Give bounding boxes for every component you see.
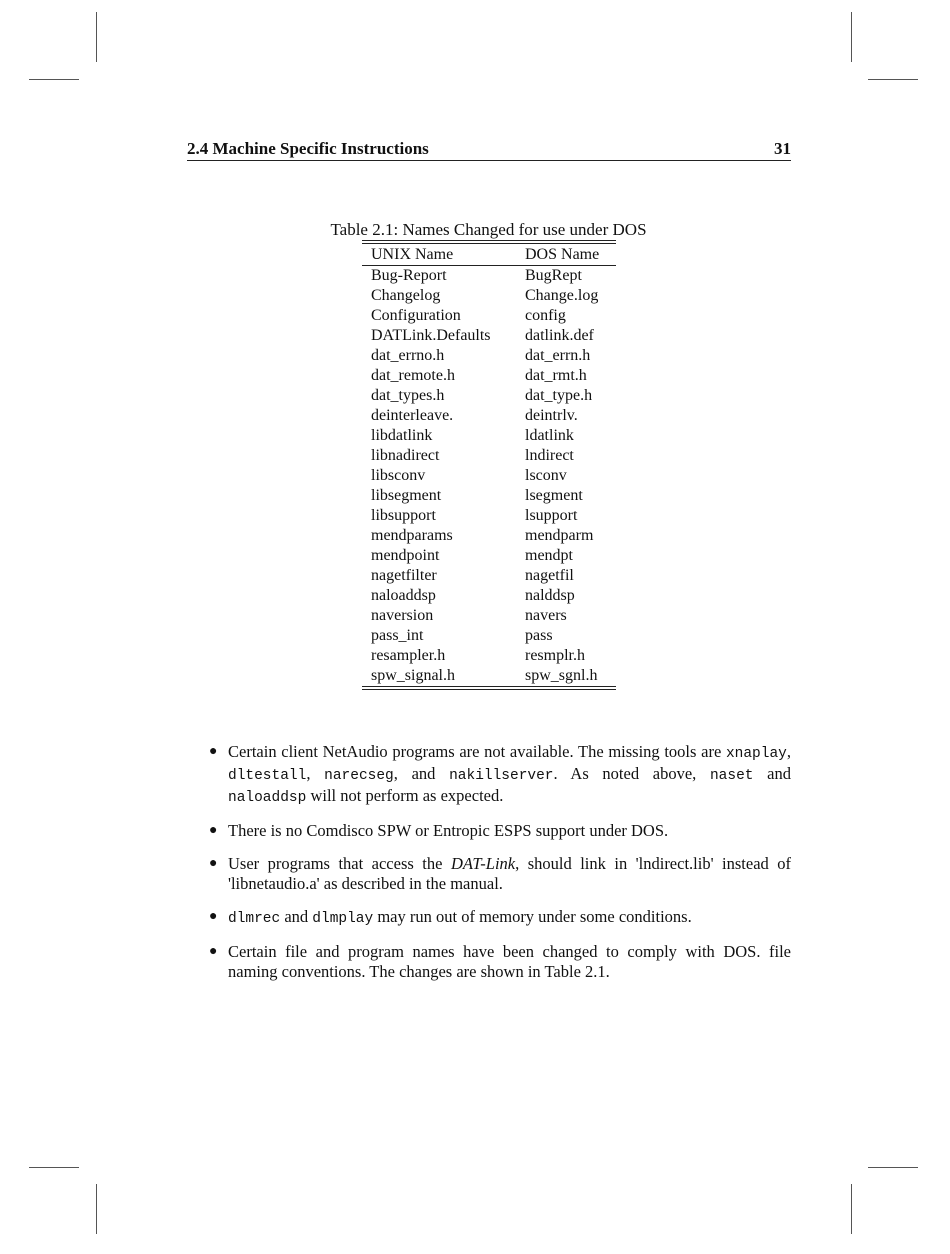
unix-name-cell: dat_errno.h [371, 347, 445, 364]
text: may run out of memory under some conditions. [373, 907, 692, 926]
dos-name-cell: navers [525, 607, 567, 624]
crop-mark [29, 79, 79, 80]
list-item [209, 907, 791, 929]
dos-name-cell: nalddsp [525, 587, 575, 604]
table-row [362, 506, 616, 526]
dos-name-cell: lndirect [525, 447, 574, 464]
code-dltestall: dltestall [228, 768, 307, 784]
table-row [362, 486, 616, 506]
table-row [362, 626, 616, 646]
bullet-icon: ● [209, 909, 218, 924]
bullet-icon: ● [209, 856, 218, 871]
unix-name-cell: libsupport [371, 507, 436, 524]
dos-name-cell: dat_type.h [525, 387, 593, 404]
text: User programs that access the [228, 854, 451, 873]
table-row [362, 346, 616, 366]
table-bottom-rule [362, 689, 616, 690]
table-row [362, 366, 616, 386]
table-row [362, 566, 616, 586]
bullet-icon: ● [209, 823, 218, 838]
dos-name-cell: mendpt [525, 547, 573, 564]
list-item [209, 742, 792, 808]
dos-name-cell: mendparm [525, 527, 594, 544]
text: Certain client NetAudio programs are not available. The missing tools are [228, 742, 726, 761]
unix-name-cell: naloaddsp [371, 587, 436, 604]
table-row [362, 606, 616, 626]
bullet-icon: ● [209, 944, 218, 959]
crop-mark [868, 1167, 918, 1168]
table-bottom-rule [362, 686, 616, 687]
dos-name-cell: BugRept [525, 267, 582, 284]
text: , and [393, 764, 450, 783]
unix-name-cell: Configuration [371, 307, 461, 324]
table-row [362, 426, 616, 446]
dos-name-cell: deintrlv. [525, 407, 578, 424]
unix-name-cell: libdatlink [371, 427, 433, 444]
dos-name-cell: lsupport [525, 507, 578, 524]
dos-name-cell: config [525, 307, 566, 324]
unix-name-cell: dat_types.h [371, 387, 445, 404]
text: Certain file and program names have been changed to comply with DOS. file naming conventions. The changes are shown in Table 2.1. [228, 942, 791, 981]
unix-name-cell: resampler.h [371, 647, 446, 664]
table-row [362, 526, 616, 546]
unix-name-cell: pass_int [371, 627, 424, 644]
dos-name-cell: Change.log [525, 287, 599, 304]
list-item [209, 854, 792, 894]
dos-name-cell: ldatlink [525, 427, 574, 444]
text: , [306, 764, 325, 783]
table-top-rule [362, 240, 616, 241]
code-narecseg: narecseg [324, 768, 394, 784]
table-row [362, 266, 616, 287]
unix-name-cell: dat_remote.h [371, 367, 455, 384]
names-table [362, 240, 616, 690]
crop-mark [29, 1167, 79, 1168]
table-row [362, 466, 616, 486]
bullet-icon: ● [209, 744, 218, 759]
dos-name-cell: dat_errn.h [525, 347, 591, 364]
crop-mark [868, 79, 918, 80]
dos-name-cell: datlink.def [525, 327, 594, 344]
product-name: DAT-Link [450, 854, 516, 873]
table-row [362, 446, 616, 466]
dos-name-cell: spw_sgnl.h [525, 667, 598, 684]
list-item [209, 821, 791, 841]
unix-name-cell: deinterleave. [371, 407, 454, 424]
dos-name-cell: nagetfil [525, 567, 574, 584]
unix-name-cell: DATLink.Defaults [371, 327, 491, 344]
unix-name-cell: nagetfilter [371, 567, 437, 584]
unix-name-cell: Changelog [371, 287, 441, 304]
code-naloaddsp: naloaddsp [228, 790, 307, 806]
code-naset: naset [709, 768, 754, 784]
crop-mark [96, 12, 97, 62]
text: , should link in 'lndirect.lib' instead of 'libnetaudio.a' as described in the manual. [228, 854, 792, 893]
unix-name-cell: libnadirect [371, 447, 440, 464]
section-title: 2.4 Machine Specific Instructions [187, 139, 429, 158]
unix-name-cell: Bug-Report [371, 267, 447, 284]
unix-name-cell: mendparams [371, 527, 453, 544]
unix-name-cell: mendpoint [371, 547, 440, 564]
text: . As noted above, [553, 764, 710, 783]
table-row [362, 386, 616, 406]
code-nakillserver: nakillserver [449, 768, 554, 784]
unix-name-cell: libsegment [371, 487, 442, 504]
crop-mark [851, 1184, 852, 1234]
dos-name-cell: lsegment [525, 487, 583, 504]
code-xnaplay: xnaplay [725, 746, 787, 762]
table-row [362, 406, 616, 426]
table-row [362, 326, 616, 346]
table-row [362, 546, 616, 566]
text: and [753, 764, 792, 783]
column-header-dos: DOS Name [525, 244, 616, 266]
list-item [209, 942, 791, 982]
code-dlmrec: dlmrec [228, 911, 281, 927]
unix-name-cell: libsconv [371, 467, 426, 484]
table-caption: Table 2.1: Names Changed for use under DOS [330, 220, 647, 239]
unix-name-cell: naversion [371, 607, 434, 624]
table-row [362, 666, 616, 686]
table-header-row [362, 244, 616, 266]
dos-name-cell: dat_rmt.h [525, 367, 587, 384]
table-row [362, 306, 616, 326]
crop-mark [96, 1184, 97, 1234]
unix-name-cell: spw_signal.h [371, 667, 455, 684]
text: , [786, 742, 791, 761]
table-row [362, 646, 616, 666]
text: There is no Comdisco SPW or Entropic ESPS support under DOS. [228, 821, 669, 840]
notes-list [209, 742, 792, 995]
crop-mark [851, 12, 852, 62]
column-header-unix: UNIX Name [362, 244, 525, 266]
code-dlmplay: dlmplay [312, 911, 374, 927]
dos-name-cell: lsconv [525, 467, 567, 484]
text: will not perform as expected. [306, 786, 504, 805]
page-number: 31 [774, 139, 791, 158]
running-header [187, 138, 791, 161]
table-row [362, 586, 616, 606]
dos-name-cell: resmplr.h [525, 647, 585, 664]
text: and [280, 907, 313, 926]
table-row [362, 286, 616, 306]
dos-name-cell: pass [525, 627, 553, 644]
